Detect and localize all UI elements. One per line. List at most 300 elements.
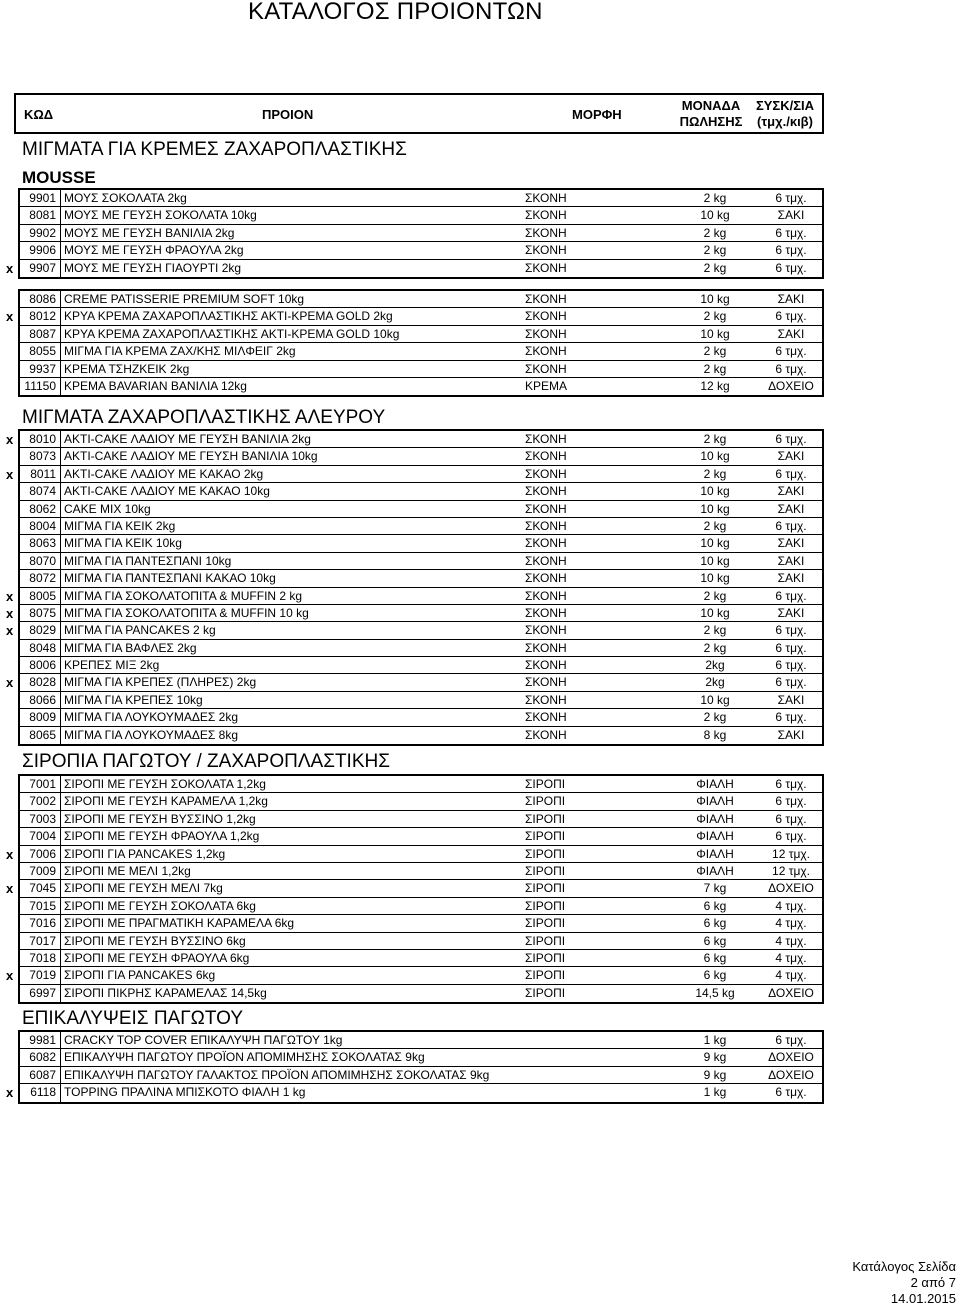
table-row <box>20 727 822 744</box>
table-row <box>6 466 822 483</box>
sale-unit: 2 kg <box>703 640 727 655</box>
product-code: 7019 <box>29 968 56 983</box>
product-name: ΚΡΕΠΕΣ ΜΙΞ 2kg <box>64 658 160 673</box>
product-form: ΣΚΟΝΗ <box>525 692 567 707</box>
section-creams <box>6 289 824 397</box>
product-form: ΣΙΡΟΠΙ <box>525 863 566 878</box>
product-form: ΣΙΡΟΠΙ <box>525 916 566 931</box>
sale-unit: 10 kg <box>700 536 730 551</box>
product-name: ΚΡΥΑ ΚΡΕΜΑ ΖΑΧΑΡΟΠΛΑΣΤΙΚΗΣ ΑΚΤΙ-ΚΡΕΜΑ GOLD 10kg <box>64 326 400 341</box>
product-code: 8086 <box>29 292 56 306</box>
product-code: 8028 <box>29 675 56 690</box>
table-row <box>20 811 822 828</box>
row-mark: x <box>6 846 14 862</box>
product-form: ΣΚΟΝΗ <box>525 518 567 533</box>
package-size: ΔΟΧΕΙΟ <box>768 378 814 393</box>
product-name: ΜΟΥΣ ΣΟΚΟΛΑΤΑ 2kg <box>64 191 187 205</box>
sale-unit: 10 kg <box>700 326 730 341</box>
product-name: CAKE MIX 10kg <box>64 501 151 516</box>
package-size: 6 τμχ. <box>775 191 807 205</box>
sale-unit: 2 kg <box>703 191 727 205</box>
product-name: ΑΚΤΙ-CAKE ΛΑΔΙΟΥ ΜΕ ΚΑΚΑΟ 10kg <box>64 484 270 499</box>
product-name: ΣΙΡΟΠΙ ΜΕ ΠΡΑΓΜΑΤΙΚΗ ΚΑΡΑΜΕΛΑ 6kg <box>64 916 295 931</box>
package-size: 6 τμχ. <box>775 710 807 725</box>
package-size: ΔΟΧΕΙΟ <box>768 985 814 1000</box>
product-name: ΜΙΓΜΑ ΓΙΑ ΚΕΙΚ 2kg <box>64 518 176 533</box>
sale-unit: 2 kg <box>703 623 727 638</box>
product-name: ΣΙΡΟΠΙ ΜΕ ΓΕΥΣΗ ΦΡΑΟΥΛΑ 6kg <box>64 950 250 965</box>
sale-unit: 9 kg <box>703 1050 727 1065</box>
package-size: ΣΑΚΙ <box>777 292 805 306</box>
product-form: ΣΙΡΟΠΙ <box>525 881 566 896</box>
table-row <box>6 622 822 639</box>
table-row <box>6 674 822 691</box>
product-form: ΣΚΟΝΗ <box>525 623 567 638</box>
product-form: ΣΚΟΝΗ <box>525 191 567 205</box>
product-form: ΣΚΟΝΗ <box>525 326 567 341</box>
product-table <box>6 289 824 397</box>
category-title: ΜΙΓΜΑΤΑ ΓΙΑ ΚΡΕΜΕΣ ΖΑΧΑΡΟΠΛΑΣΤΙΚΗΣ <box>22 139 407 160</box>
product-code: 8009 <box>29 710 56 725</box>
table-row <box>20 501 822 518</box>
table-row <box>20 518 822 535</box>
sale-unit: 2kg <box>705 658 725 673</box>
product-code: 8005 <box>29 588 56 603</box>
product-name: ΣΙΡΟΠΙ ΠΙΚΡΗΣ ΚΑΡΑΜΕΛΑΣ 14,5kg <box>64 985 267 1000</box>
package-size: 6 τμχ. <box>775 623 807 638</box>
sale-unit: 1 kg <box>703 1033 727 1047</box>
category-title: ΣΙΡΟΠΙΑ ΠΑΓΩΤΟΥ / ΖΑΧΑΡΟΠΛΑΣΤΙΚΗΣ <box>22 751 390 772</box>
product-code: 8070 <box>29 553 56 568</box>
table-row <box>6 588 822 605</box>
product-table <box>6 188 824 279</box>
sale-unit: 10 kg <box>700 553 730 568</box>
package-size: 6 τμχ. <box>775 640 807 655</box>
product-form: ΣΚΟΝΗ <box>525 260 567 275</box>
sale-unit: 10 kg <box>700 571 730 586</box>
product-code: 8072 <box>29 571 56 586</box>
package-size: ΣΑΚΙ <box>777 536 805 551</box>
product-table <box>6 1030 824 1104</box>
product-code: 8075 <box>29 605 56 620</box>
product-code: 7006 <box>29 846 56 861</box>
table-row <box>20 378 822 395</box>
sale-unit: 9 kg <box>703 1067 727 1082</box>
product-name: CRACKY TOP COVER ΕΠΙΚΑΛΥΨΗ ΠΑΓΩΤΟΥ 1kg <box>64 1033 343 1047</box>
product-name: ΜΙΓΜΑ ΓΙΑ ΚΡΕΠΕΣ (ΠΛΗΡΕΣ) 2kg <box>64 675 257 690</box>
product-name: ΜΙΓΜΑ ΓΙΑ ΚΡΕΜΑ ΖΑΧ/ΚΗΣ ΜΙΛΦΕΙΓ 2kg <box>64 344 296 359</box>
sale-unit: 2 kg <box>703 710 727 725</box>
package-size: 6 τμχ. <box>775 225 807 240</box>
product-form: ΚΡΕΜΑ <box>525 378 568 393</box>
row-mark: x <box>6 605 14 621</box>
sale-unit: 2 kg <box>703 344 727 359</box>
table-row <box>20 863 822 880</box>
product-code: 9902 <box>29 225 56 240</box>
subcategory-title: MOUSSE <box>22 168 96 187</box>
row-mark: x <box>6 309 14 325</box>
product-code: 9907 <box>29 260 56 275</box>
product-form: ΣΙΡΟΠΙ <box>525 950 566 965</box>
product-code: 8087 <box>29 326 56 341</box>
package-size: 6 τμχ. <box>775 260 807 275</box>
product-form: ΣΚΟΝΗ <box>525 466 567 481</box>
header-pack: ΣΥΣΚ/ΣΙΑ (τμχ./κιβ) <box>755 98 815 129</box>
product-code: 8063 <box>29 536 56 551</box>
sale-unit: 2 kg <box>703 518 727 533</box>
sale-unit: 6 kg <box>703 933 727 948</box>
product-code: 9906 <box>29 243 56 258</box>
package-size: 4 τμχ. <box>775 968 807 983</box>
row-mark: x <box>6 968 14 984</box>
table-row <box>20 776 822 793</box>
category-title: ΕΠΙΚΑΛΥΨΕΙΣ ΠΑΓΩΤΟΥ <box>22 1008 243 1029</box>
product-form: ΣΚΟΝΗ <box>525 225 567 240</box>
product-form: ΣΚΟΝΗ <box>525 309 567 324</box>
product-form: ΣΙΡΟΠΙ <box>525 829 566 844</box>
product-name: ΜΙΓΜΑ ΓΙΑ ΛΟΥΚΟΥΜΑΔΕΣ 8kg <box>64 727 238 742</box>
product-code: 6997 <box>29 985 56 1000</box>
product-form: ΣΚΟΝΗ <box>525 588 567 603</box>
section-syrups <box>6 774 824 1004</box>
package-size: 6 τμχ. <box>775 675 807 690</box>
product-code: 8048 <box>29 640 56 655</box>
product-code: 8011 <box>30 466 56 481</box>
product-form: ΣΚΟΝΗ <box>525 553 567 568</box>
package-size: ΣΑΚΙ <box>777 326 805 341</box>
sale-unit: 6 kg <box>703 950 727 965</box>
product-name: ΑΚΤΙ-CAKE ΛΑΔΙΟΥ ΜΕ ΚΑΚΑΟ 2kg <box>64 466 264 481</box>
product-name: ΣΙΡΟΠΙ ΜΕ ΓΕΥΣΗ ΣΟΚΟΛΑΤΑ 1,2kg <box>64 777 266 791</box>
table-row <box>6 260 822 277</box>
product-name: ΣΙΡΟΠΙ ΜΕ ΓΕΥΣΗ ΜΕΛΙ 7kg <box>64 881 223 896</box>
row-mark: x <box>6 623 14 639</box>
product-name: ΜΟΥΣ ΜΕ ΓΕΥΣΗ ΒΑΝΙΛΙΑ 2kg <box>64 225 235 240</box>
package-size: 6 τμχ. <box>775 829 807 844</box>
table-row <box>20 1067 822 1084</box>
product-code: 7045 <box>29 881 56 896</box>
table-row <box>20 657 822 674</box>
table-row <box>20 553 822 570</box>
product-table <box>6 429 824 746</box>
table-row <box>20 291 822 308</box>
sale-unit: 6 kg <box>703 898 727 913</box>
product-name: ΣΙΡΟΠΙ ΜΕ ΓΕΥΣΗ ΒΥΣΣΙΝΟ 1,2kg <box>64 811 256 826</box>
sale-unit: 7 kg <box>703 881 727 896</box>
sale-unit: 8 kg <box>703 727 727 742</box>
product-code: 8065 <box>29 727 56 742</box>
package-size: ΣΑΚΙ <box>777 208 805 223</box>
product-name: ΜΟΥΣ ΜΕ ΓΕΥΣΗ ΓΙΑΟΥΡΤΙ 2kg <box>64 260 242 275</box>
sale-unit: 2 kg <box>703 225 727 240</box>
table-row <box>6 1084 822 1101</box>
sale-unit: 10 kg <box>700 501 730 516</box>
product-form: ΣΙΡΟΠΙ <box>525 933 566 948</box>
product-form: ΣΚΟΝΗ <box>525 292 567 306</box>
product-code: 8012 <box>29 309 56 324</box>
table-row <box>20 640 822 657</box>
product-form: ΣΙΡΟΠΙ <box>525 777 566 791</box>
product-form: ΣΙΡΟΠΙ <box>525 811 566 826</box>
table-row <box>20 915 822 932</box>
sale-unit: 6 kg <box>703 916 727 931</box>
table-row <box>6 605 822 622</box>
package-size: 4 τμχ. <box>775 898 807 913</box>
product-code: 8010 <box>29 432 56 446</box>
sale-unit: 1 kg <box>703 1085 727 1100</box>
row-mark: x <box>6 466 14 482</box>
footer-date: 14.01.2015 <box>890 1291 956 1306</box>
section-mousse <box>6 188 824 279</box>
package-size: 4 τμχ. <box>775 933 807 948</box>
product-form: ΣΚΟΝΗ <box>525 675 567 690</box>
product-code: 8029 <box>29 623 56 638</box>
table-row <box>20 985 822 1002</box>
product-name: ΜΟΥΣ ΜΕ ΓΕΥΣΗ ΣΟΚΟΛΑΤΑ 10kg <box>64 208 257 223</box>
sale-unit: ΦΙΑΛΗ <box>696 846 734 861</box>
package-size: 4 τμχ. <box>775 916 807 931</box>
sale-unit: 2 kg <box>703 309 727 324</box>
sale-unit: 2 kg <box>703 466 727 481</box>
table-row <box>6 846 822 863</box>
product-name: ΜΙΓΜΑ ΓΙΑ ΚΡΕΠΕΣ 10kg <box>64 692 203 707</box>
product-code: 8004 <box>29 518 56 533</box>
table-row <box>20 225 822 242</box>
package-size: 12 τμχ. <box>772 863 810 878</box>
product-form: ΣΚΟΝΗ <box>525 501 567 516</box>
product-name: ΜΙΓΜΑ ΓΙΑ ΚΕΙΚ 10kg <box>64 536 182 551</box>
table-row <box>20 570 822 587</box>
product-name: ΣΙΡΟΠΙ ΜΕ ΓΕΥΣΗ ΣΟΚΟΛΑΤΑ 6kg <box>64 898 256 913</box>
table-row <box>20 828 822 845</box>
product-name: ΜΟΥΣ ΜΕ ΓΕΥΣΗ ΦΡΑΟΥΛΑ 2kg <box>64 243 244 258</box>
product-code: 8073 <box>29 449 56 464</box>
product-form: ΣΙΡΟΠΙ <box>525 846 566 861</box>
sale-unit: 2kg <box>705 675 725 690</box>
sale-unit: ΦΙΑΛΗ <box>696 863 734 878</box>
sale-unit: ΦΙΑΛΗ <box>696 829 734 844</box>
product-form: ΣΙΡΟΠΙ <box>525 985 566 1000</box>
product-name: ΣΙΡΟΠΙ ΜΕ ΓΕΥΣΗ ΒΥΣΣΙΝΟ 6kg <box>64 933 246 948</box>
sale-unit: ΦΙΑΛΗ <box>696 777 734 791</box>
product-name: ΑΚΤΙ-CAKE ΛΑΔΙΟΥ ΜΕ ΓΕΥΣΗ ΒΑΝΙΛΙΑ 2kg <box>64 432 311 446</box>
product-name: ΜΙΓΜΑ ΓΙΑ ΣΟΚΟΛΑΤΟΠΙΤΑ & MUFFIN 10 kg <box>64 605 309 620</box>
product-name: TOPPING ΠΡΑΛΙΝΑ ΜΠΙΣΚΟΤΟ ΦΙΑΛΗ 1 kg <box>64 1085 306 1100</box>
product-name: ΣΙΡΟΠΙ ΓΙΑ PANCAKES 1,2kg <box>64 846 226 861</box>
package-size: 6 τμχ. <box>775 588 807 603</box>
sale-unit: 2 kg <box>703 432 727 446</box>
header-unit: ΜΟΝΑΔΑ ΠΩΛΗΣΗΣ <box>679 98 743 129</box>
sale-unit: ΦΙΑΛΗ <box>696 811 734 826</box>
package-size: ΔΟΧΕΙΟ <box>768 1067 814 1082</box>
package-size: 6 τμχ. <box>775 361 807 376</box>
row-mark: x <box>6 260 14 276</box>
product-form: ΣΚΟΝΗ <box>525 432 567 446</box>
product-form: ΣΙΡΟΠΙ <box>525 898 566 913</box>
package-size: 6 τμχ. <box>775 811 807 826</box>
product-code: 8081 <box>29 208 56 223</box>
product-form: ΣΚΟΝΗ <box>525 243 567 258</box>
sale-unit: 10 kg <box>700 208 730 223</box>
product-code: 8006 <box>29 658 56 673</box>
package-size: 6 τμχ. <box>775 432 807 446</box>
table-row <box>20 242 822 259</box>
sale-unit: 2 kg <box>703 243 727 258</box>
product-code: 8074 <box>29 484 56 499</box>
package-size: 4 τμχ. <box>775 950 807 965</box>
package-size: ΣΑΚΙ <box>777 501 805 516</box>
page-footer <box>852 1259 956 1307</box>
table-row <box>20 950 822 967</box>
table-row <box>20 361 822 378</box>
package-size: ΣΑΚΙ <box>777 692 805 707</box>
product-name: ΣΙΡΟΠΙ ΜΕ ΓΕΥΣΗ ΚΑΡΑΜΕΛΑ 1,2kg <box>64 794 268 809</box>
product-code: 7018 <box>29 950 56 965</box>
sale-unit: 10 kg <box>700 449 730 464</box>
product-code: 7009 <box>29 863 56 878</box>
product-form: ΣΚΟΝΗ <box>525 536 567 551</box>
row-mark: x <box>6 881 14 897</box>
page-title: ΚΑΤΑΛΟΓΟΣ ΠΡΟΙΟΝΤΩΝ <box>248 0 543 25</box>
product-code: 9901 <box>29 191 56 205</box>
product-code: 11150 <box>24 378 56 393</box>
product-name: ΜΙΓΜΑ ΓΙΑ ΣΟΚΟΛΑΤΟΠΙΤΑ & MUFFIN 2 kg <box>64 588 303 603</box>
package-size: 12 τμχ. <box>772 846 810 861</box>
product-code: 9937 <box>29 361 56 376</box>
product-form: ΣΚΟΝΗ <box>525 640 567 655</box>
table-row <box>6 431 822 448</box>
sale-unit: 10 kg <box>700 292 730 306</box>
product-form: ΣΚΟΝΗ <box>525 658 567 673</box>
package-size: 6 τμχ. <box>775 1033 807 1047</box>
header-product: ΠΡΟΙΟΝ <box>262 107 314 122</box>
sale-unit: 10 kg <box>700 605 730 620</box>
product-form: ΣΚΟΝΗ <box>525 344 567 359</box>
package-size: 6 τμχ. <box>775 309 807 324</box>
table-row <box>20 207 822 224</box>
product-code: 7001 <box>29 777 56 791</box>
package-size: 6 τμχ. <box>775 1085 807 1100</box>
category-title: ΜΙΓΜΑΤΑ ΖΑΧΑΡΟΠΛΑΣΤΙΚΗΣ ΑΛΕΥΡΟΥ <box>22 407 386 428</box>
package-size: 6 τμχ. <box>775 344 807 359</box>
product-name: ΣΙΡΟΠΙ ΜΕ ΓΕΥΣΗ ΦΡΑΟΥΛΑ 1,2kg <box>64 829 260 844</box>
package-size: ΣΑΚΙ <box>777 727 805 742</box>
product-code: 9981 <box>29 1033 56 1047</box>
header-code: ΚΩΔ <box>24 107 54 122</box>
table-row <box>20 1032 822 1049</box>
product-code: 8066 <box>29 692 56 707</box>
package-size: 6 τμχ. <box>775 466 807 481</box>
sale-unit: 6 kg <box>703 968 727 983</box>
package-size: ΣΑΚΙ <box>777 484 805 499</box>
table-row <box>20 709 822 726</box>
product-form: ΣΚΟΝΗ <box>525 208 567 223</box>
table-row <box>20 190 822 207</box>
table-row <box>20 933 822 950</box>
product-name: ΕΠΙΚΑΛΥΨΗ ΠΑΓΩΤΟΥ ΓΑΛΑΚΤΟΣ ΠΡΟΪΟΝ ΑΠΟΜΙΜΗΣΗΣ ΣΟΚΟΛΑΤΑΣ 9kg <box>64 1067 490 1082</box>
product-code: 7002 <box>29 794 56 809</box>
product-form: ΣΚΟΝΗ <box>525 727 567 742</box>
table-row <box>6 308 822 325</box>
table-row <box>20 483 822 500</box>
product-name: ΣΙΡΟΠΙ ΓΙΑ PANCAKES 6kg <box>64 968 216 983</box>
product-code: 8062 <box>29 501 56 516</box>
row-mark: x <box>6 1085 14 1101</box>
product-code: 7015 <box>29 898 56 913</box>
product-name: ΕΠΙΚΑΛΥΨΗ ΠΑΓΩΤΟΥ ΠΡΟΪΟΝ ΑΠΟΜΙΜΗΣΗΣ ΣΟΚΟΛΑΤΑΣ 9kg <box>64 1050 425 1065</box>
product-name: ΜΙΓΜΑ ΓΙΑ ΒΑΦΛΕΣ 2kg <box>64 640 197 655</box>
table-row <box>6 880 822 897</box>
package-size: ΣΑΚΙ <box>777 571 805 586</box>
section-flour <box>6 429 824 746</box>
sale-unit: 2 kg <box>703 361 727 376</box>
sale-unit: 12 kg <box>700 378 730 393</box>
product-code: 6118 <box>30 1085 56 1100</box>
package-size: 6 τμχ. <box>775 518 807 533</box>
table-row <box>20 1049 822 1066</box>
product-code: 6087 <box>29 1067 56 1082</box>
row-mark: x <box>6 432 14 447</box>
package-size: ΣΑΚΙ <box>777 605 805 620</box>
header-form: ΜΟΡΦΗ <box>572 107 622 122</box>
product-code: 7017 <box>29 933 56 948</box>
product-code: 7003 <box>29 811 56 826</box>
package-size: 6 τμχ. <box>775 658 807 673</box>
product-name: ΣΙΡΟΠΙ ΜΕ ΜΕΛΙ 1,2kg <box>64 863 191 878</box>
product-code: 6082 <box>29 1050 56 1065</box>
section-coatings <box>6 1030 824 1104</box>
product-form: ΣΙΡΟΠΙ <box>525 794 566 809</box>
table-row <box>20 448 822 465</box>
table-row <box>20 898 822 915</box>
table-row <box>20 535 822 552</box>
row-mark: x <box>6 588 14 604</box>
product-name: ΚΡΕΜΑ ΤΣΗΖΚΕΙΚ 2kg <box>64 361 190 376</box>
package-size: ΔΟΧΕΙΟ <box>768 881 814 896</box>
sale-unit: 2 kg <box>703 588 727 603</box>
product-form: ΣΚΟΝΗ <box>525 605 567 620</box>
table-row <box>20 692 822 709</box>
footer-catalog-label: Κατάλογος Σελίδα <box>852 1259 956 1274</box>
product-form: ΣΚΟΝΗ <box>525 361 567 376</box>
product-name: ΚΡΕΜΑ BAVARIAN ΒΑΝΙΛΙΑ 12kg <box>64 378 247 393</box>
product-form: ΣΚΟΝΗ <box>525 484 567 499</box>
product-name: ΜΙΓΜΑ ΓΙΑ ΠΑΝΤΕΣΠΑΝΙ 10kg <box>64 553 232 568</box>
product-name: ΜΙΓΜΑ ΓΙΑ ΛΟΥΚΟΥΜΑΔΕΣ 2kg <box>64 710 238 725</box>
product-name: ΑΚΤΙ-CAKE ΛΑΔΙΟΥ ΜΕ ΓΕΥΣΗ ΒΑΝΙΛΙΑ 10kg <box>64 449 318 464</box>
package-size: ΣΑΚΙ <box>777 449 805 464</box>
sale-unit: 14,5 kg <box>695 985 735 1000</box>
table-row <box>20 793 822 810</box>
product-form: ΣΚΟΝΗ <box>525 571 567 586</box>
product-code: 7004 <box>29 829 56 844</box>
table-row <box>20 343 822 360</box>
product-form: ΣΙΡΟΠΙ <box>525 968 566 983</box>
footer-page-number: 2 από 7 <box>910 1275 956 1290</box>
product-table <box>6 774 824 1004</box>
package-size: 6 τμχ. <box>775 243 807 258</box>
table-row <box>6 967 822 984</box>
product-form: ΣΚΟΝΗ <box>525 449 567 464</box>
table-header <box>14 93 824 134</box>
sale-unit: 10 kg <box>700 692 730 707</box>
package-size: 6 τμχ. <box>775 777 807 791</box>
product-name: ΜΙΓΜΑ ΓΙΑ PANCAKES 2 kg <box>64 623 216 638</box>
package-size: 6 τμχ. <box>775 794 807 809</box>
product-form: ΣΚΟΝΗ <box>525 710 567 725</box>
product-name: ΜΙΓΜΑ ΓΙΑ ΠΑΝΤΕΣΠΑΝΙ ΚΑΚΑΟ 10kg <box>64 571 276 586</box>
product-code: 8055 <box>29 344 56 359</box>
